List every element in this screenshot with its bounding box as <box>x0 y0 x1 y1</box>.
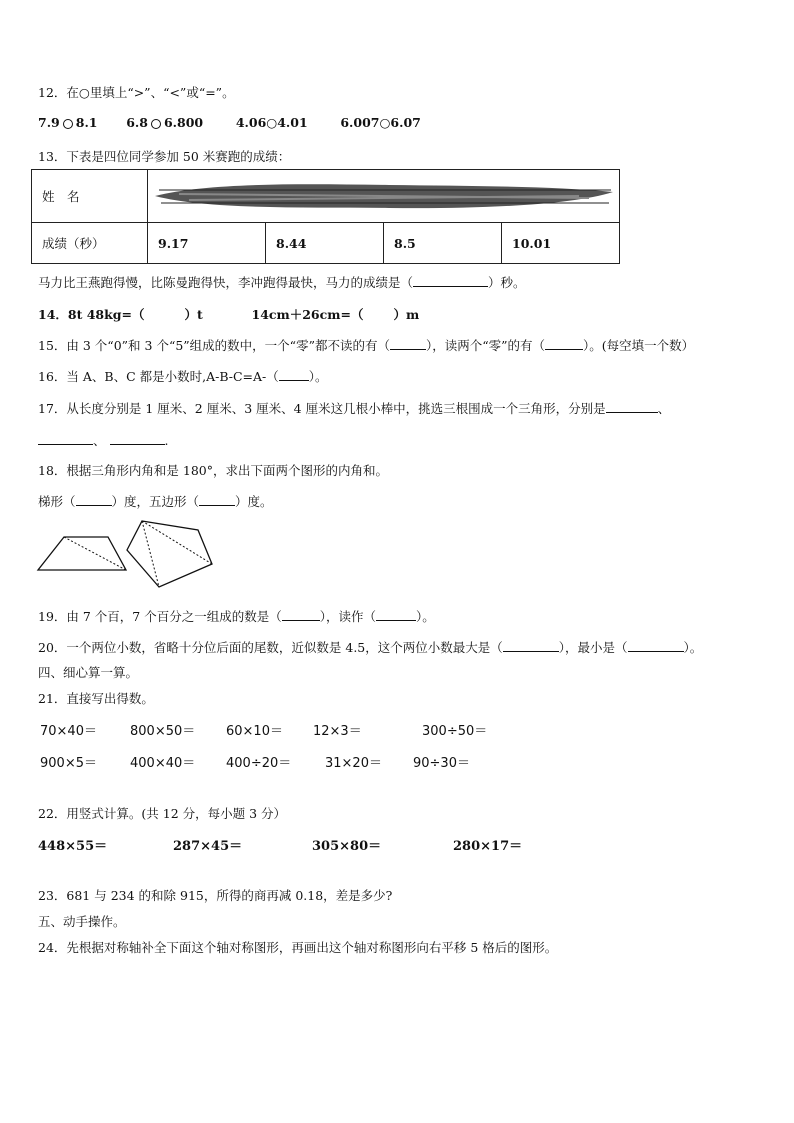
q22-prompt: 22．用竖式计算。(共 12 分，每小题 3 分） <box>38 806 287 821</box>
answer-blank[interactable] <box>38 432 93 445</box>
q18-trap-label: 梯形（ <box>38 494 76 509</box>
compare-circle-icon[interactable] <box>151 119 161 129</box>
calc-item: 300÷50＝ <box>422 724 488 739</box>
redacted-scribble-icon <box>149 176 619 216</box>
q18-prompt: 18．根据三角形内角和是 180°，求出下面两个图形的内角和。 <box>38 463 388 478</box>
q17-sep: 、 <box>93 433 106 448</box>
q13-question-text: 马力比王燕跑得慢，比陈曼跑得快，李冲跑得最快，马力的成绩是（ <box>38 275 414 290</box>
answer-blank[interactable] <box>413 274 488 287</box>
q13-question-end: ）秒。 <box>488 275 526 290</box>
q17-line2 <box>38 431 168 449</box>
answer-blank[interactable] <box>279 368 309 381</box>
calc-item: 400×40＝ <box>130 756 196 771</box>
name-header: 姓 名 <box>32 170 148 223</box>
q15-part2: ），读两个“零”的有（ <box>425 338 545 353</box>
score-header: 成绩（秒） <box>32 223 148 264</box>
q17-sep: 、 <box>657 401 671 416</box>
calc-item: 400÷20＝ <box>226 756 292 771</box>
answer-blank[interactable] <box>110 432 165 445</box>
score-cell: 9.17 <box>148 223 266 264</box>
q18-pent-unit: ）度。 <box>235 494 273 509</box>
vertical-calc-item: 287×45＝ <box>173 839 243 854</box>
calc-item: 70×40＝ <box>40 724 97 739</box>
q20-part1: 20．一个两位小数，省略十分位后面的尾数，近似数是 4.5，这个两位小数最大是（ <box>38 640 503 655</box>
trapezoid-icon <box>38 537 126 570</box>
vertical-calc-item: 448×55＝ <box>38 839 108 854</box>
shapes-figure <box>34 516 224 590</box>
calc-item: 800×50＝ <box>130 724 196 739</box>
q12-item-1b: 8.1 <box>75 115 98 130</box>
section-heading: 五、动手操作。 <box>38 914 126 929</box>
q24: 24．先根据对称轴补全下面这个轴对称图形，再画出这个轴对称图形向右平移 5 格后的图形。 <box>38 940 558 955</box>
answer-blank[interactable] <box>606 400 658 413</box>
q12-item-4: 6.007○6.07 <box>340 115 421 130</box>
q19 <box>38 607 435 625</box>
q15 <box>38 336 694 354</box>
score-cell: 8.44 <box>266 223 384 264</box>
q14-part2: 14cm＋26cm=（ <box>251 307 364 322</box>
calc-item: 90÷30＝ <box>413 756 470 771</box>
calc-item: 12×3＝ <box>313 724 362 739</box>
score-cell: 8.5 <box>384 223 502 264</box>
q18-answer-line <box>38 492 273 510</box>
q19-part3: ）。 <box>416 609 435 624</box>
q15-part3: ）。(每空填一个数） <box>583 338 695 353</box>
q16 <box>38 367 328 385</box>
q12-item-1a: 7.9 <box>38 115 60 130</box>
q15-part1: 15．由 3 个“0”和 3 个“5”组成的数中，一个“零”都不读的有（ <box>38 338 390 353</box>
score-cell: 10.01 <box>502 223 620 264</box>
q16-part2: ）。 <box>308 369 328 384</box>
q12-items <box>38 115 421 130</box>
q20 <box>38 638 702 656</box>
section-heading: 四、细心算一算。 <box>38 665 139 680</box>
answer-blank[interactable] <box>282 608 320 621</box>
q18-trap-unit: ）度，五边形（ <box>111 494 200 509</box>
calc-item: 31×20＝ <box>325 756 382 771</box>
race-results-table <box>31 169 620 264</box>
q12-item-2a: 6.8 <box>126 115 148 130</box>
answer-blank[interactable] <box>76 493 112 506</box>
q17-text: 17．从长度分别是 1 厘米、2 厘米、3 厘米、4 厘米这几根小棒中，挑选三根围成一个三角形，分别是 <box>38 401 606 416</box>
compare-circle-icon[interactable] <box>63 119 73 129</box>
names-redacted-cell <box>148 170 620 223</box>
q14-part1: 14．8t 48kg=（ <box>38 307 145 322</box>
q16-part1: 16．当 A、B、C 都是小数时,A-B-C=A-（ <box>38 369 279 384</box>
q12-item-3: 4.06○4.01 <box>235 115 308 130</box>
q13-prompt: 13．下表是四位同学参加 50 米赛跑的成绩： <box>38 149 291 164</box>
q20-part2: ），最小是（ <box>558 640 628 655</box>
calc-item: 900×5＝ <box>40 756 97 771</box>
answer-blank[interactable] <box>199 493 235 506</box>
q14 <box>38 305 419 323</box>
q19-part1: 19．由 7 个百，7 个百分之一组成的数是（ <box>38 609 282 624</box>
calc-item: 60×10＝ <box>226 724 283 739</box>
q20-part3: ）。 <box>683 640 703 655</box>
q23: 23．681 与 234 的和除 915，所得的商再减 0.18，差是多少? <box>38 888 393 903</box>
q12-prompt: 12．在○里填上“>”、“<”或“=”。 <box>38 85 235 100</box>
answer-blank[interactable] <box>628 639 684 652</box>
answer-blank[interactable] <box>545 337 583 350</box>
q14-part2-unit: ）m <box>393 307 420 322</box>
q21-prompt: 21．直接写出得数。 <box>38 691 154 706</box>
q14-part1-unit: ）t <box>184 307 203 322</box>
pentagon-icon <box>127 521 212 587</box>
q19-part2: ），读作（ <box>319 609 376 624</box>
answer-blank[interactable] <box>376 608 416 621</box>
vertical-calc-item: 280×17＝ <box>453 839 523 854</box>
q12-item-2b: 6.800 <box>163 115 204 130</box>
answer-blank[interactable] <box>390 337 426 350</box>
q13-question <box>38 273 526 291</box>
vertical-calc-item: 305×80＝ <box>312 839 382 854</box>
q17-line1 <box>38 399 670 417</box>
q17-end: . <box>164 433 169 448</box>
answer-blank[interactable] <box>503 639 559 652</box>
